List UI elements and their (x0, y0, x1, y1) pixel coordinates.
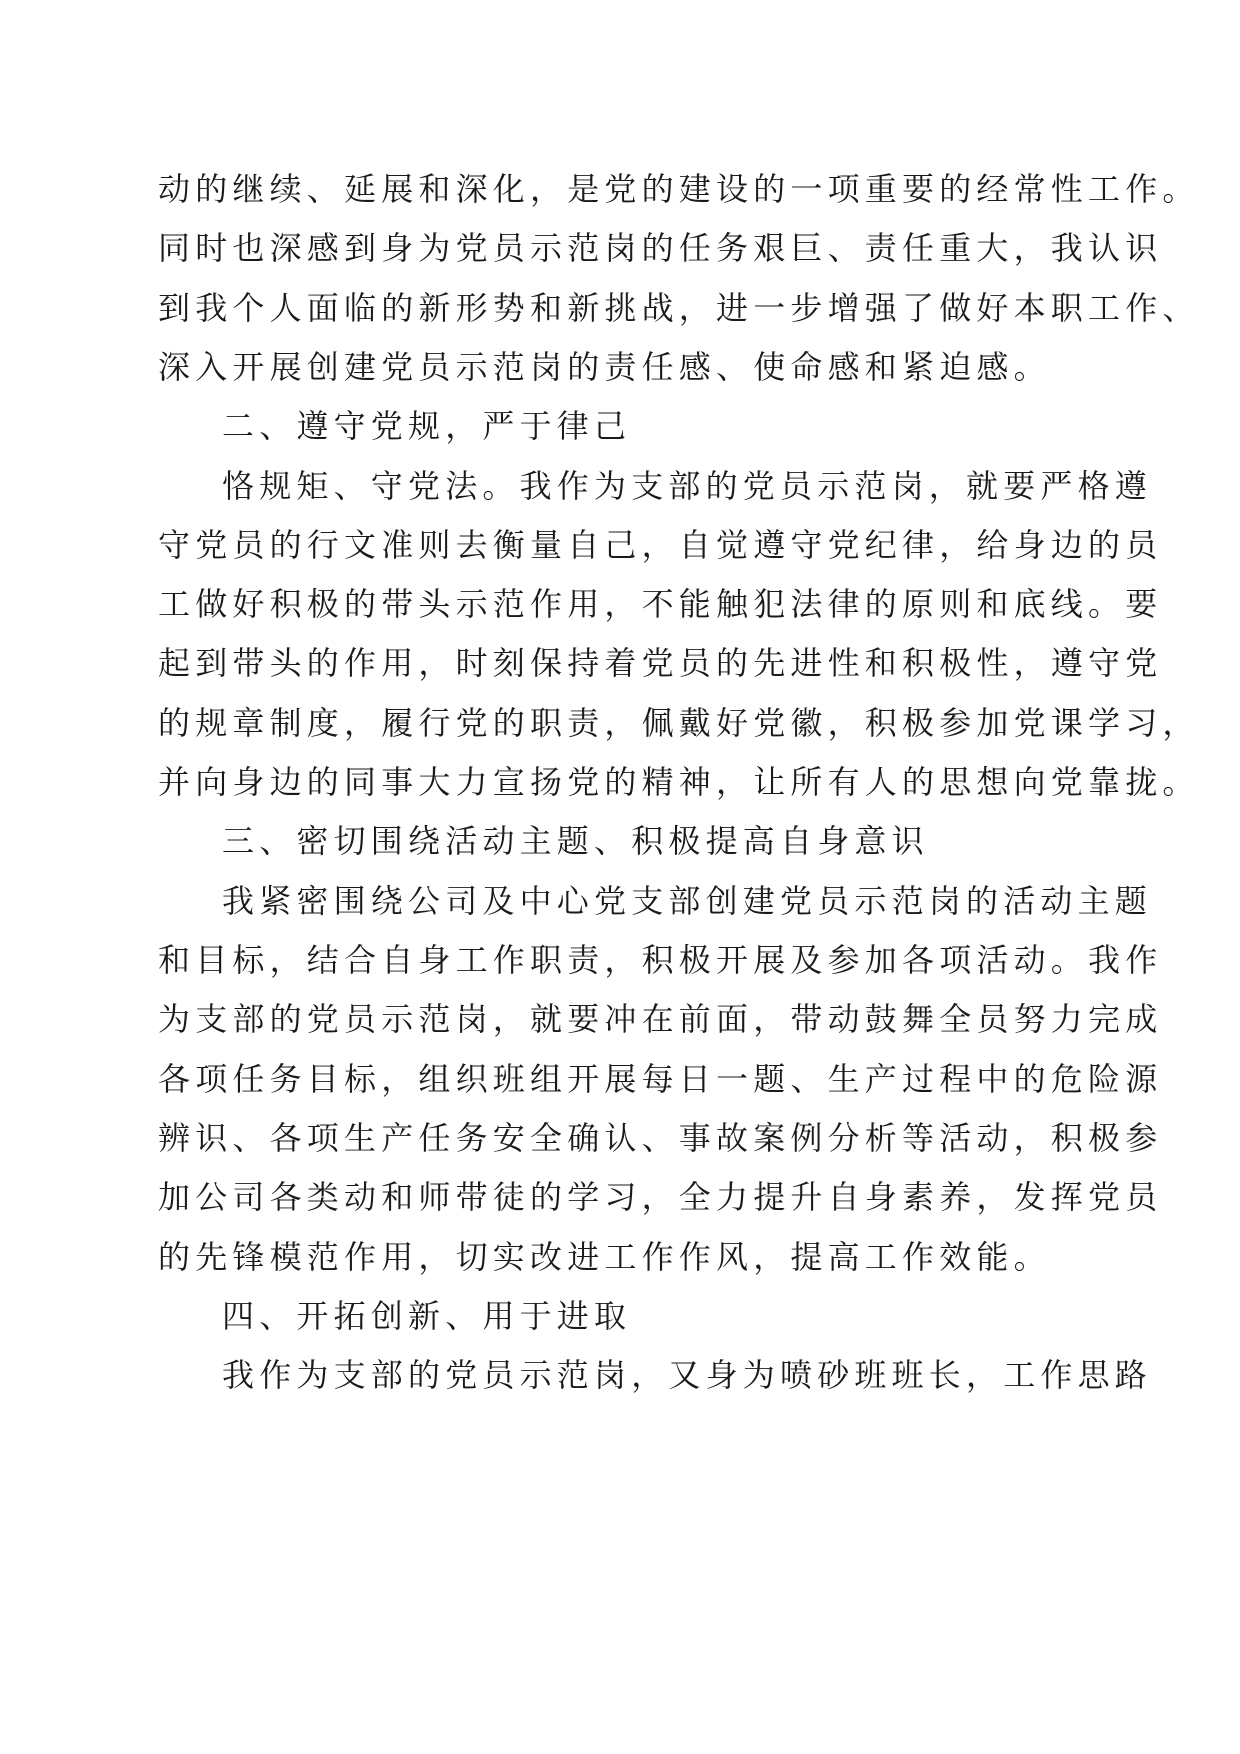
paragraph-line: 辨识、各项生产任务安全确认、事故案例分析等活动，积极参 (158, 1119, 1163, 1157)
paragraph-line: 起到带头的作用，时刻保持着党员的先进性和积极性，遵守党 (158, 644, 1163, 682)
paragraph-line: 守党员的行文准则去衡量自己，自觉遵守党纪律，给身边的员 (158, 526, 1163, 564)
section-heading-2: 二、遵守党规，严于律己 (222, 407, 632, 445)
paragraph-line: 到我个人面临的新形势和新挑战，进一步增强了做好本职工作、 (158, 289, 1200, 327)
paragraph-line: 我作为支部的党员示范岗，又身为喷砂班班长，工作思路 (222, 1356, 1153, 1394)
section-heading-4: 四、开拓创新、用于进取 (222, 1297, 632, 1335)
paragraph-line: 动的继续、延展和深化，是党的建设的一项重要的经常性工作。 (158, 170, 1200, 208)
section-heading-3: 三、密切围绕活动主题、积极提高自身意识 (222, 822, 929, 860)
paragraph-line: 和目标，结合自身工作职责，积极开展及参加各项活动。我作 (158, 941, 1163, 979)
paragraph-line: 为支部的党员示范岗，就要冲在前面，带动鼓舞全员努力完成 (158, 1000, 1163, 1038)
paragraph-line: 深入开展创建党员示范岗的责任感、使命感和紧迫感。 (158, 348, 1051, 386)
paragraph-line: 的规章制度，履行党的职责，佩戴好党徽，积极参加党课学习， (158, 704, 1200, 742)
paragraph-line: 同时也深感到身为党员示范岗的任务艰巨、责任重大，我认识 (158, 229, 1163, 267)
paragraph-line: 我紧密围绕公司及中心党支部创建党员示范岗的活动主题 (222, 882, 1153, 920)
paragraph-line: 加公司各类动和师带徒的学习，全力提升自身素养，发挥党员 (158, 1178, 1163, 1216)
paragraph-line: 并向身边的同事大力宣扬党的精神，让所有人的思想向党靠拢。 (158, 763, 1200, 801)
paragraph-line: 工做好积极的带头示范作用，不能触犯法律的原则和底线。要 (158, 585, 1163, 623)
paragraph-line: 各项任务目标，组织班组开展每日一题、生产过程中的危险源 (158, 1060, 1163, 1098)
paragraph-line: 恪规矩、守党法。我作为支部的党员示范岗，就要严格遵 (222, 467, 1153, 505)
paragraph-line: 的先锋模范作用，切实改进工作作风，提高工作效能。 (158, 1238, 1051, 1276)
